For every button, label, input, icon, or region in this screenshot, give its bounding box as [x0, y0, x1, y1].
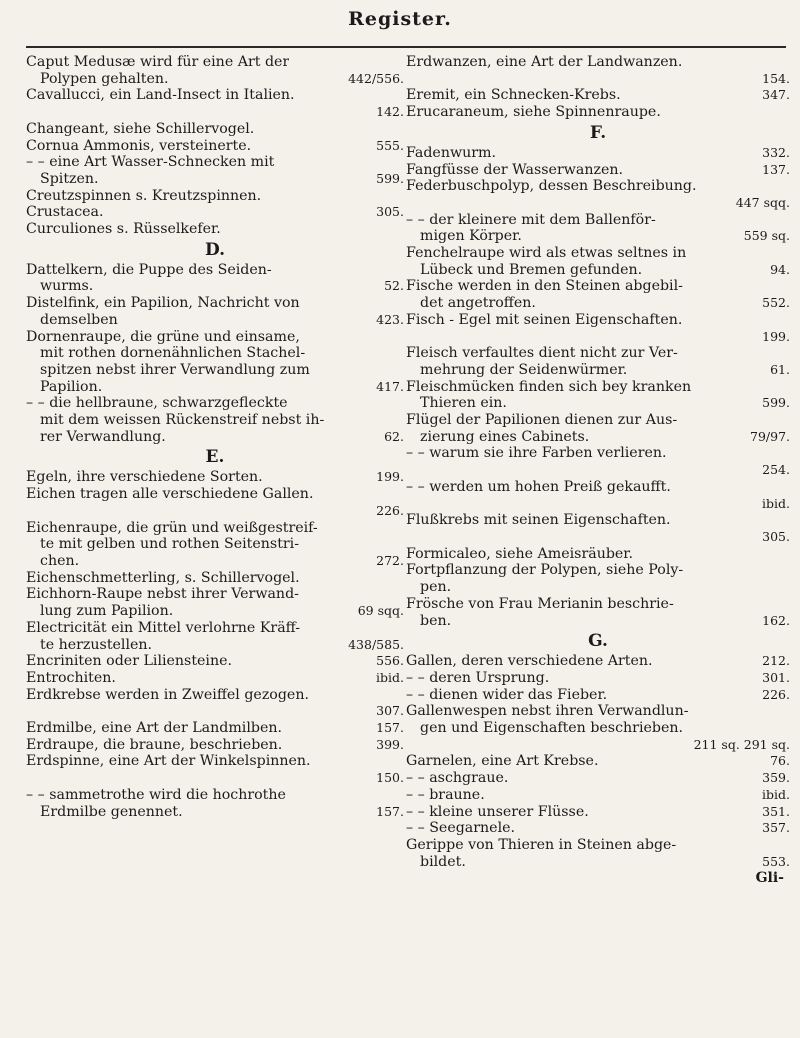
page-reference: 305.: [762, 528, 790, 544]
entry-continuation: [406, 579, 790, 596]
entry-text: Flügel der Papilionen dienen zur Aus-: [406, 412, 678, 429]
entry-text: Eremit, ein Schnecken-Krebs.: [406, 87, 621, 104]
section-letter: F.: [589, 122, 607, 143]
index-entry: [406, 753, 790, 770]
index-entry: [26, 620, 404, 637]
header-rule: [26, 46, 786, 48]
page-reference: 599.: [376, 170, 404, 186]
entry-continuation: [26, 362, 404, 379]
index-entry: [26, 520, 404, 537]
entry-text: zierung eines Cabinets.: [420, 428, 590, 445]
index-entry: [26, 329, 404, 346]
entry-continuation: [26, 553, 404, 570]
entry-text: Egeln, ihre verschiedene Sorten.: [26, 469, 263, 486]
entry-text: Erdmilbe, eine Art der Landmilben.: [26, 720, 282, 737]
page-reference: 552.: [762, 295, 790, 311]
entry-text: – – deren Ursprung.: [406, 669, 550, 686]
entry-continuation: [26, 412, 404, 429]
entry-text: Cavallucci, ein Land-Insect in Italien.: [26, 87, 295, 104]
entry-text: Fortpflanzung der Polypen, siehe Poly-: [406, 562, 684, 579]
section-letter: E.: [205, 447, 225, 468]
index-entry: [406, 345, 790, 362]
entry-text: Creutzspinnen s. Kreutzspinnen.: [26, 187, 262, 204]
index-entry: [406, 162, 790, 179]
index-entry: [26, 395, 404, 412]
entry-text: Eichen tragen alle verschiedene Gallen.: [26, 486, 314, 503]
index-entry: [26, 653, 404, 670]
index-entry: [406, 54, 790, 71]
page-reference: 307.: [376, 703, 404, 719]
entry-text: rer Verwandlung.: [40, 428, 166, 445]
page-reference: 417.: [376, 378, 404, 394]
index-entry: [406, 787, 790, 804]
index-entry: [406, 546, 790, 563]
index-entry: [406, 412, 790, 429]
index-entry: [406, 596, 790, 613]
entry-text: Fleisch verfaultes dient nicht zur Ver-: [406, 345, 678, 362]
index-entry: [26, 753, 404, 770]
index-entry: [26, 204, 404, 221]
page-reference: 359.: [762, 770, 790, 786]
index-entry: [406, 687, 790, 704]
index-entry: [406, 562, 790, 579]
index-entry: [406, 804, 790, 821]
index-entry: [406, 445, 790, 462]
entry-continuation: [26, 603, 404, 620]
index-entry: [406, 837, 790, 854]
page-reference: 555.: [376, 137, 404, 153]
index-entry: [406, 512, 790, 529]
entry-text: – – eine Art Wasser-Schnecken mit: [26, 154, 275, 171]
entry-text: Flußkrebs mit seinen Eigenschaften.: [406, 512, 671, 529]
index-entry: [406, 178, 790, 195]
right-column: [406, 54, 790, 887]
entry-text: – – aschgraue.: [406, 770, 509, 787]
index-entry: [406, 653, 790, 670]
entry-text: Formicaleo, siehe Ameisräuber.: [406, 545, 634, 562]
page-reference: 226.: [762, 686, 790, 702]
page-reference: 62.: [384, 428, 404, 444]
page-reference: 399.: [376, 736, 404, 752]
entry-text: Distelfink, ein Papilion, Nachricht von: [26, 295, 300, 312]
entry-text: – – warum sie ihre Farben verlieren.: [406, 445, 667, 462]
index-entry: [406, 770, 790, 787]
page-reference: 357.: [762, 820, 790, 836]
page-title: Register.: [348, 8, 452, 30]
entry-text: Eichenraupe, die grün und weißgestreif-: [26, 519, 318, 536]
entry-text: – – sammetrothe wird die hochrothe: [26, 786, 286, 803]
entry-text: pen.: [420, 579, 452, 596]
entry-continuation: [26, 637, 404, 654]
index-entry: [406, 245, 790, 262]
page-reference: 599.: [762, 395, 790, 411]
entry-text: Curculiones s. Rüsselkefer.: [26, 221, 221, 238]
page-reference: 301.: [762, 669, 790, 685]
entry-text: Dattelkern, die Puppe des Seiden-: [26, 261, 272, 278]
entry-continuation: [406, 429, 790, 446]
catchword: Gli-: [755, 870, 784, 887]
entry-text: Erdmilbe genennet.: [40, 803, 183, 820]
page-reference: 272.: [376, 552, 404, 568]
entry-text: Spitzen.: [40, 170, 99, 187]
entry-text: – – werden um hohen Preiß gekaufft.: [406, 478, 671, 495]
entry-text: demselben: [40, 311, 118, 328]
page-reference: 347.: [762, 87, 790, 103]
entry-text: Fadenwurm.: [406, 144, 496, 161]
entry-text: Changeant, siehe Schillervogel.: [26, 120, 255, 137]
page-reference: 137.: [762, 161, 790, 177]
index-entry: [26, 54, 404, 71]
entry-text: Erdwanzen, eine Art der Landwanzen.: [406, 54, 683, 70]
page-reference: 79/97.: [750, 428, 790, 444]
entry-text: bildet.: [420, 853, 466, 870]
index-entry: [26, 121, 404, 138]
page-reference: 556.: [376, 653, 404, 669]
page-reference: 447 sqq.: [735, 194, 790, 210]
entry-continuation: [26, 312, 404, 329]
section-letter: G.: [588, 631, 608, 652]
page-reference: 142.: [376, 104, 404, 120]
index-entry: [406, 703, 790, 720]
index-entry: [26, 787, 404, 804]
entry-text: te herzustellen.: [40, 636, 153, 653]
page-reference: 52.: [384, 278, 404, 294]
entry-continuation: [406, 395, 790, 412]
section-letter: D.: [204, 239, 226, 260]
entry-continuation: [26, 804, 404, 821]
page-reference: 61.: [770, 361, 790, 377]
index-entry: [406, 145, 790, 162]
index-entry: [26, 486, 404, 503]
entry-text: Dornenraupe, die grüne und einsame,: [26, 328, 300, 345]
entry-text: Fenchelraupe wird als etwas seltnes in: [406, 245, 687, 262]
entry-text: Frösche von Frau Merianin beschrie-: [406, 595, 674, 612]
entry-text: Caput Medusæ wird für eine Art der: [26, 54, 290, 70]
page-reference: ibid.: [762, 786, 790, 802]
index-entry: [26, 295, 404, 312]
index-entry: [406, 212, 790, 229]
entry-text: Eichhorn-Raupe nebst ihrer Verwand-: [26, 586, 299, 603]
entry-text: mehrung der Seidenwürmer.: [420, 361, 628, 378]
page-reference: 254.: [762, 462, 790, 478]
entry-text: te mit gelben und rothen Seitenstri-: [40, 536, 300, 553]
entry-text: Gallen, deren verschiedene Arten.: [406, 653, 653, 670]
index-entry: [26, 586, 404, 603]
index-entry: [406, 379, 790, 396]
page-reference: 559 sq.: [743, 228, 790, 244]
index-entry: [26, 87, 404, 104]
page-reference: ibid.: [762, 495, 790, 511]
index-entry: [406, 670, 790, 687]
entry-text: det angetroffen.: [420, 295, 536, 312]
entry-continuation: [26, 278, 404, 295]
page-reference: 332.: [762, 144, 790, 160]
entry-text: Electricität ein Mittel verlohrne Kräff-: [26, 619, 301, 636]
entry-continuation: [406, 854, 790, 871]
entry-text: Entrochiten.: [26, 669, 116, 686]
entry-continuation: [26, 71, 404, 88]
page-reference: 94.: [770, 261, 790, 277]
page-reference: 305.: [376, 204, 404, 220]
entry-continuation: [406, 228, 790, 245]
page-reference: 351.: [762, 803, 790, 819]
index-entry: [26, 188, 404, 205]
index-entry: [406, 312, 790, 329]
index-entry: [26, 670, 404, 687]
entry-text: migen Körper.: [420, 228, 522, 245]
index-entry: [406, 104, 790, 121]
entry-continuation: [406, 295, 790, 312]
entry-text: – – der kleinere mit dem Ballenför-: [406, 211, 656, 228]
entry-text: – – Seegarnele.: [406, 820, 516, 837]
entry-continuation: [406, 720, 790, 737]
index-entry: [406, 278, 790, 295]
page-reference: 423.: [376, 311, 404, 327]
entry-text: spitzen nebst ihrer Verwandlung zum: [40, 361, 310, 378]
index-entry: [26, 737, 404, 754]
page-reference: 553.: [762, 853, 790, 869]
index-entry: [26, 687, 404, 704]
index-entry: [406, 87, 790, 104]
entry-text: Erdkrebse werden in Zweiffel gezogen.: [26, 686, 309, 703]
entry-text: Lübeck und Bremen gefunden.: [420, 261, 643, 278]
page-reference: 154.: [762, 70, 790, 86]
index-entry: [26, 221, 404, 238]
page-reference: 438/585.: [348, 636, 404, 652]
page-reference: 76.: [770, 753, 790, 769]
entry-text: Fische werden in den Steinen abgebil-: [406, 278, 683, 295]
entry-text: lung zum Papilion.: [40, 603, 174, 620]
index-entry: [26, 138, 404, 155]
entry-text: Gallenwespen nebst ihren Verwandlun-: [406, 703, 689, 720]
entry-text: ben.: [420, 612, 452, 629]
entry-text: Polypen gehalten.: [40, 70, 169, 87]
entry-text: Federbuschpolyp, dessen Beschreibung.: [406, 178, 697, 195]
index-entry: [26, 570, 404, 587]
index-entry: [406, 479, 790, 496]
entry-continuation: [26, 379, 404, 396]
entry-text: Fisch - Egel mit seinen Eigenschaften.: [406, 311, 683, 328]
entry-text: – – die hellbraune, schwarzgefleckte: [26, 395, 288, 412]
entry-text: – – braune.: [406, 786, 485, 803]
entry-text: Erdraupe, die braune, beschrieben.: [26, 736, 283, 753]
page-reference: 157.: [376, 803, 404, 819]
entry-text: – – kleine unserer Flüsse.: [406, 803, 589, 820]
index-entry: [26, 469, 404, 486]
entry-text: Thieren ein.: [420, 395, 507, 412]
entry-continuation: [406, 262, 790, 279]
page-reference: 150.: [376, 770, 404, 786]
index-entry: [26, 262, 404, 279]
entry-text: chen.: [40, 552, 80, 569]
entry-text: Erucaraneum, siehe Spinnenraupe.: [406, 104, 661, 121]
entry-continuation: [26, 536, 404, 553]
entry-text: Fangfüsse der Wasserwanzen.: [406, 161, 623, 178]
entry-text: – – dienen wider das Fieber.: [406, 686, 608, 703]
entry-text: Fleischmücken finden sich bey kranken: [406, 378, 692, 395]
entry-continuation: [26, 171, 404, 188]
entry-continuation: [406, 613, 790, 630]
entry-text: Cornua Ammonis, versteinerte.: [26, 137, 252, 154]
left-column: [26, 54, 404, 820]
index-entry: [406, 820, 790, 837]
page-reference: 212.: [762, 653, 790, 669]
index-entry: [26, 154, 404, 171]
page-reference: 226.: [376, 502, 404, 518]
index-entry: [26, 720, 404, 737]
entry-text: Eichenschmetterling, s. Schillervogel.: [26, 569, 300, 586]
entry-text: gen und Eigenschaften beschrieben.: [420, 720, 684, 737]
entry-text: mit dem weissen Rückenstreif nebst ih-: [40, 412, 325, 429]
page-reference: 157.: [376, 720, 404, 736]
entry-text: mit rothen dornenähnlichen Stachel-: [40, 345, 306, 362]
entry-text: Crustacea.: [26, 204, 104, 221]
page-reference: 162.: [762, 612, 790, 628]
entry-text: wurms.: [40, 278, 94, 295]
entry-text: Papilion.: [40, 378, 103, 395]
page-reference: 69 sqq.: [357, 603, 404, 619]
entry-text: Erdspinne, eine Art der Winkelspinnen.: [26, 753, 311, 770]
page-reference: 442/556.: [348, 70, 404, 86]
entry-text: Encriniten oder Liliensteine.: [26, 653, 233, 670]
page-reference: 199.: [376, 469, 404, 485]
entry-continuation: [406, 362, 790, 379]
entry-text: Garnelen, eine Art Krebse.: [406, 753, 599, 770]
page-reference: 199.: [762, 328, 790, 344]
page-reference: ibid.: [376, 669, 404, 685]
page-reference: 211 sq. 291 sq.: [693, 736, 790, 752]
entry-text: Gerippe von Thieren in Steinen abge-: [406, 836, 677, 853]
entry-continuation: [26, 345, 404, 362]
entry-continuation: [26, 429, 404, 446]
